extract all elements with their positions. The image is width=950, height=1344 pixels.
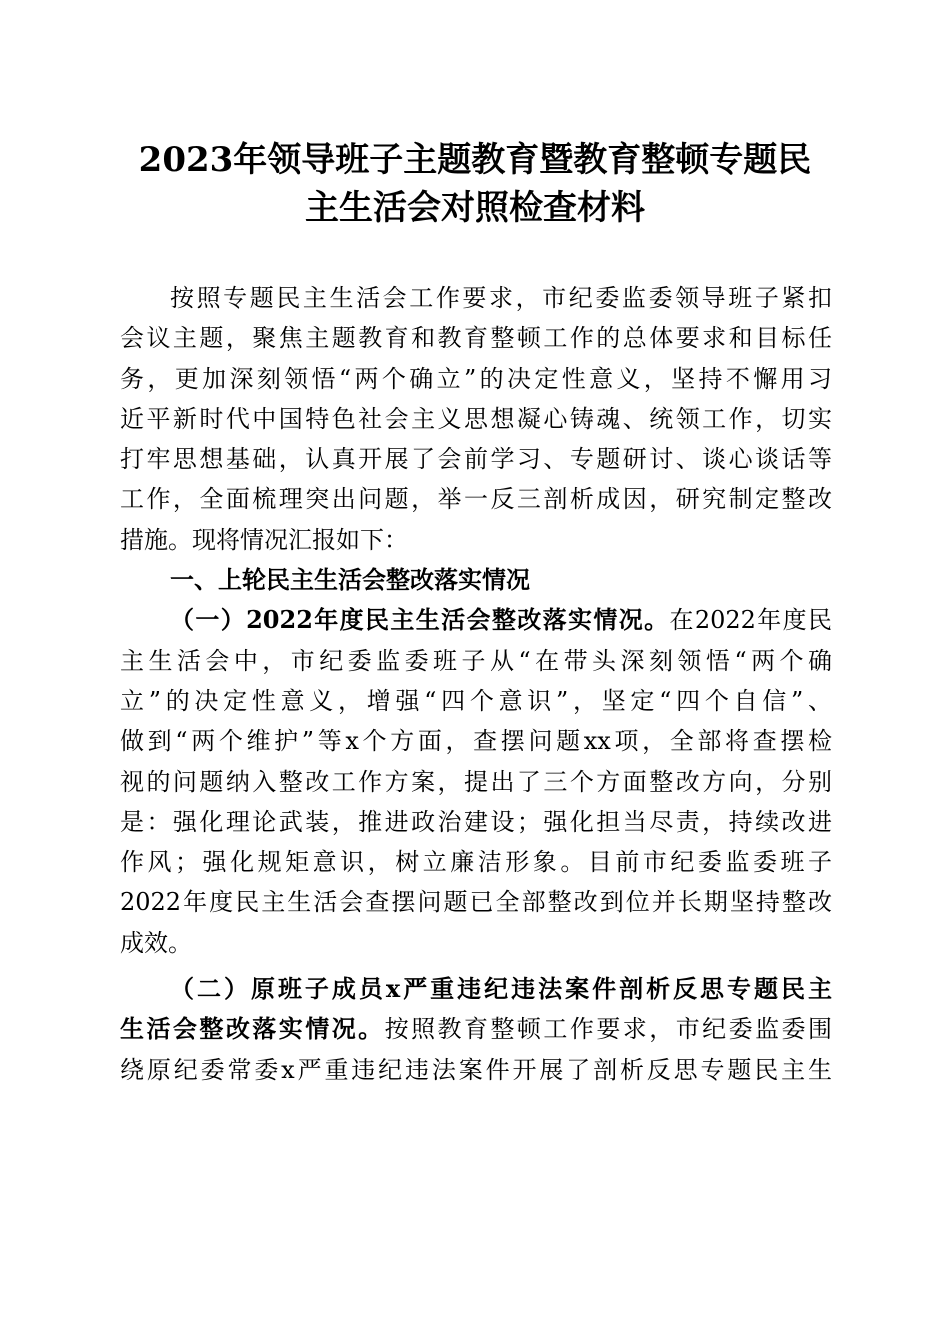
- subsection-1-first-line-rest: 在2022年度民: [669, 606, 833, 635]
- intro-line: 工作，全面梳理突出问题，举一反三剖析成因，研究制定整改: [120, 485, 832, 514]
- title-line-2: 主生活会对照检查材料: [305, 188, 645, 228]
- intro-line: 务，更加深刻领悟“两个确立”的决定性意义，坚持不懈用习: [120, 364, 832, 393]
- intro-line: 按照专题民主生活会工作要求，市纪委监委领导班子紧扣: [170, 284, 832, 312]
- intro-line: 近平新时代中国特色社会主义思想凝心铸魂、统领工作，切实: [120, 404, 832, 433]
- subsection-2-paragraph: [120, 969, 832, 1090]
- intro-line: 措施。现将情况汇报如下：: [120, 525, 408, 554]
- subsection-2-lead-end: 生活会整改落实情况。: [120, 1014, 385, 1044]
- subsection-1-line: 作风；强化规矩意识，树立廉洁形象。目前市纪委监委班子: [120, 848, 832, 877]
- title-line-1: 2023年领导班子主题教育暨教育整顿专题民: [138, 140, 812, 180]
- subsection-1-line: 视的问题纳入整改工作方案，提出了三个方面整改方向，分别: [120, 767, 832, 796]
- intro-line: 打牢思想基础，认真开展了会前学习、专题研讨、谈心谈话等: [120, 445, 832, 474]
- section-heading-1: 一、上轮民主生活会整改落实情况: [170, 566, 530, 595]
- subsection-2-line: 绕原纪委常委x严重违纪违法案件开展了剖析反思专题民主生: [120, 1055, 832, 1084]
- subsection-2-second-line-rest: 按照教育整顿工作要求，市纪委监委围: [384, 1015, 833, 1044]
- intro-paragraph: [120, 278, 832, 560]
- document-body: [120, 278, 832, 1090]
- subsection-1-line: 是：强化理论武装，推进政治建设；强化担当尽责，持续改进: [120, 807, 832, 836]
- subsection-1-line: 做到“两个维护”等x个方面，查摆问题xx项，全部将查摆检: [120, 727, 832, 756]
- subsection-1-paragraph: [120, 600, 832, 963]
- subsection-1-line: 2022年度民主生活会查摆问题已全部整改到位并长期坚持整改: [120, 888, 832, 917]
- intro-line: 会议主题，聚焦主题教育和教育整顿工作的总体要求和目标任: [120, 324, 832, 353]
- subsection-1-lead: （一）2022年度民主生活会整改落实情况。: [170, 605, 670, 635]
- subsection-1-line: 主生活会中，市纪委监委班子从“在带头深刻领悟“两个确: [120, 646, 832, 675]
- subsection-1-line: 成效。: [120, 928, 192, 957]
- subsection-1-first-line: [120, 600, 832, 640]
- subsection-2-second-line: [120, 1009, 832, 1049]
- subsection-1-line: 立”的决定性意义，增强“四个意识”，坚定“四个自信”、: [120, 686, 832, 715]
- document-title: [100, 136, 850, 232]
- subsection-2-lead-line: （二）原班子成员x严重违纪违法案件剖析反思专题民主: [170, 974, 832, 1004]
